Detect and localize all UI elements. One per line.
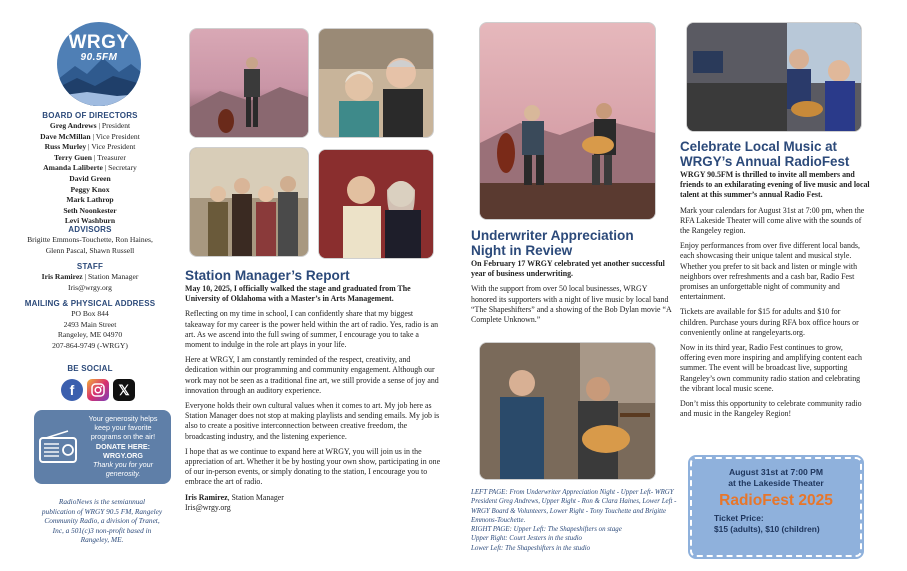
board-member (0, 206, 180, 217)
staff-section: STAFF Iris Ramirez | Station Manager Iris@wrgy.org (0, 262, 180, 293)
radiofest-paragraph: Tickets are available for $15 for adults and $10 for children. Purchase yours during RFA box office hours or conveniently online at rangeleyarts.org. (680, 307, 859, 337)
mailing-line: Rangeley, ME 04970 (57, 330, 123, 340)
board-member-name: Greg Andrews (49, 121, 97, 130)
board-member-name: Russ Murley (44, 142, 87, 152)
caption-right-line1: Upper Left: The Shapeshifters on stage (513, 526, 622, 534)
board-member: Dave McMillan | Vice President (40, 131, 140, 141)
advisors-line1: Brigitte Emmons-Touchette, Ron Haines, (27, 235, 153, 244)
board-member (0, 185, 180, 196)
report-sign-email[interactable]: Iris@wrgy.org (185, 502, 231, 512)
board-member-name: Mark Lathrop (66, 195, 114, 205)
radiofest-paragraph: Don’t miss this opportunity to celebrate community radio and music in the Rangeley Region! (680, 399, 862, 419)
radiofest-paragraph: Now in its third year, Radio Fest continues to grow, offering even more inspiring and amplifying content each summer. The event will be broadcast live, supporting Rangeley’s own community radio station and celebrating the vibrant local music scene. (680, 343, 862, 393)
mailing-line: 207-864-9749 (-WRGY) (52, 340, 128, 350)
advisors-heading: ADVISORS (68, 225, 112, 234)
board-member: Greg Andrews | President (49, 121, 131, 130)
publication-line: publication of WRGY 90.5 FM, Rangeley (41, 506, 163, 516)
underwriter-title (471, 228, 634, 258)
caption-right-line3: Lower Left: The Shapeshifters in the studio (471, 544, 591, 552)
report-title: Station Manager’s Report (185, 268, 350, 283)
radiofest-title-line1: Celebrate Local Music at (680, 139, 838, 154)
report-paragraph: I hope that as we continue to expand here at WRGY, you will join us in the appreciation of art. Whether it be by hosting your own show, participating in one of our in-person events, or simply donating to the station, I encourage you to embrace the art of radio. (185, 446, 441, 487)
report-paragraph: Everyone holds their own cultural values when it comes to art. My job here as Station Manager does not stop at making playlists and sending emails. My job is also to create a positive interconnection between creative freedom, the broadcasting industry, and the listening experience. (185, 401, 440, 441)
report-paragraph: Here at WRGY, I am constantly reminded of the respect, creativity, and dedication within our programming and community engagement. Although our work may not be seen as a traditional fine art, we still provide a sense of joy and innovation through an auditory experience. (185, 355, 439, 395)
publication-line: Rangeley, ME. (80, 535, 124, 545)
advisors-line2: Glenn Pascal, Shawn Russell (45, 245, 135, 255)
board-member-name: Peggy Knox (70, 184, 110, 194)
instagram-icon[interactable] (87, 379, 109, 401)
ticket-venue: at the Lakeside Theater (728, 478, 824, 488)
board-member (0, 195, 180, 206)
mailing-line: PO Box 844 (71, 309, 109, 318)
social-heading: BE SOCIAL (67, 364, 113, 373)
donate-line2: keep your favorite (94, 423, 152, 433)
publication-note (24, 497, 180, 545)
staff-role: Station Manager (87, 272, 139, 281)
photo-court-jesters-studio (686, 22, 862, 132)
underwriter-body (471, 259, 673, 330)
mailing-heading: MAILING & PHYSICAL ADDRESS (24, 299, 156, 308)
board-list (0, 121, 180, 227)
facebook-icon[interactable]: f (61, 379, 83, 401)
radio-icon (38, 430, 78, 464)
staff-name: Iris Ramirez (41, 272, 83, 281)
photo-art (319, 150, 433, 258)
donate-line1: Your generosity helps (88, 414, 158, 423)
board-member-name: Terry Guen (54, 152, 92, 162)
board-member-role: Treasurer (97, 152, 126, 162)
photo-board-volunteers (189, 147, 309, 257)
advisors-section (0, 225, 180, 256)
caption-left-text: From Underwriter Appreciation Night - Upper Left- WRGY President Greg Andrews, Upper Right - Ron & Clara Haines, Lower Left - WRGY Board & Volunteers, Lower Right - Tony Touchette and Brigitte Emmons-Touchette. (471, 489, 677, 524)
donate-line7: generosity. (105, 469, 141, 479)
underwriter-lead: On February 17 WRGY celebrated yet another successful year of business underwriting. (471, 259, 665, 279)
donate-line6: Thank you for your (93, 460, 153, 470)
board-member-name: Seth Noonkester (63, 205, 117, 215)
photo-greg-andrews (189, 28, 309, 138)
board-member-name: Amanda Laliberte (43, 163, 103, 173)
staff-email[interactable]: Iris@wrgy.org (68, 282, 112, 292)
report-body: May 10, 2025, I officially walked the stage and graduated from The University of Oklahoma with a Master’s in Arts Management. Reflecting on my time in school, I can confidently share that my biggest takeaway for my career is the power held within the art of radio. Yes, radio is an art. As we ascend into the full swing of summer, I encourage you to take a moment to indulge in the role art plays in your life. Here at WRGY, I am constantly reminded of the respect, creativity, and dedication within our programming and community engagement. Although our work may not be seen as a traditional fine art, we still provide a sense of joy and innovation through an auditory experience. Everyone holds their own cultural values when it comes to art. My job here as Station Manager does not stop at making playlists and sending emails. My job is also to create a positive interconnection between creative freedom, the broadcasting industry, and the listening experience. I hope that as we continue to expand here at WRGY, you will join us in the appreciation of art. Whether it be by hosting your own show, participating in one of our in-person events, or simply donating to the station, I encourage you to embrace the art of radio. Iris Ramirez, Station Manager Iris@wrgy.org (185, 284, 443, 513)
photo-art (190, 148, 308, 256)
donate-line4: DONATE HERE: (95, 441, 151, 451)
caption-right-line2: Upper Right: Court Jesters in the studio (471, 535, 583, 543)
board-member-role: Vice President (91, 142, 136, 152)
wrgy-logo (57, 22, 141, 106)
radiofest-lead: WRGY 90.5FM is thrilled to invite all members and friends to an exhilarating evening of live music and local talent at this summer’s annual Radio Fest. (680, 170, 870, 200)
publication-line: Inc, a 501(c)3 non-profit based in (52, 525, 152, 535)
board-member-name: Levi Washburn (64, 216, 116, 226)
board-member-role: Vice President (95, 131, 140, 141)
logo-name: WRGY (68, 32, 130, 53)
photo-art (190, 29, 308, 137)
underwriter-title-line1: Underwriter Appreciation (471, 228, 634, 243)
underwriter-title-line2: Night in Review (471, 243, 573, 258)
ticket-date: August 31st at 7:00 PM (728, 467, 824, 477)
underwriter-paragraph: With the support from over 50 local businesses, WRGY honored its supporters with a night of live music by local band “The Shapeshifters” and a showing of the Bob Dylan movie “A Complete Unknown.” (471, 284, 672, 325)
ticket-title: RadioFest 2025 (719, 492, 833, 509)
photo-art (687, 23, 861, 131)
photo-art (480, 343, 655, 479)
photo-shapeshifters-stage (479, 22, 656, 220)
report-paragraph: Reflecting on my time in school, I can confidently share that my biggest takeaway for my career is the power held within the art of radio. Yes, radio is an art. As we ascend into the full swing of summer, I encourage you to take a moment to indulge in the role art plays in your life. (185, 309, 439, 350)
photo-shapeshifters-studio (479, 342, 656, 480)
board-member: Amanda Laliberte | Secretary (43, 163, 137, 173)
photo-captions (471, 488, 679, 553)
x-icon[interactable]: 𝕏 (113, 379, 135, 401)
donate-link[interactable]: WRGY.ORG (103, 450, 143, 460)
board-member-name: Dave McMillan (40, 131, 91, 141)
mailing-line: 2493 Main Street (63, 319, 117, 329)
photo-tony-brigitte (318, 149, 434, 259)
instagram-glyph (91, 383, 105, 397)
logo-frequency: 90.5FM (80, 52, 118, 63)
photo-art (480, 23, 655, 219)
ticket-price: $15 (adults), $10 (children) (714, 524, 820, 534)
caption-left-label: LEFT PAGE: (471, 489, 508, 496)
board-section (0, 111, 180, 227)
board-heading: BOARD OF DIRECTORS (42, 111, 138, 120)
board-member: Terry Guen | Treasurer (54, 152, 126, 162)
radiofest-ticket (690, 457, 862, 557)
radiofest-paragraph: Enjoy performances from over five different local bands, each showcasing their unique talent and musical style. Whether you prefer to sit back and listen or mingle with neighbors over refreshments and a cash bar, Radio Fest promises an unforgettable night of community and entertainment. (680, 241, 860, 302)
radiofest-body (680, 170, 870, 424)
report-lead: May 10, 2025, I officially walked the stage and graduated from The University of Oklahoma with a Master’s in Arts Management. (185, 284, 411, 304)
board-member-name: David Green (69, 173, 111, 183)
caption-right-label: RIGHT PAGE: (471, 526, 512, 534)
ticket-price-label: Ticket Price: (714, 513, 764, 523)
report-sign-name: Iris Ramirez (185, 492, 228, 502)
social-icons (61, 379, 135, 401)
donate-box[interactable] (34, 410, 171, 484)
photo-art (319, 29, 433, 137)
donate-line3: programs on the air! (90, 432, 156, 442)
publication-line: Community Radio, a division of Tranet, (44, 516, 160, 526)
radiofest-title (680, 139, 849, 169)
board-member: Russ Murley | Vice President (44, 142, 136, 152)
board-member-role: President (101, 121, 131, 130)
report-sign-role: Station Manager (231, 492, 284, 502)
board-member-role: Secretary (108, 163, 137, 173)
mailing-section (0, 299, 180, 351)
radiofest-title-line2: WRGY’s Annual RadioFest (680, 154, 850, 169)
board-member (0, 174, 180, 185)
photo-ron-clara-haines (318, 28, 434, 138)
radiofest-paragraph: Mark your calendars for August 31st at 7:00 pm, when the RFA Lakeside Theater will come alive with the sounds of the Rangeley region. (680, 205, 865, 236)
staff-heading: STAFF (76, 262, 104, 271)
social-section (0, 364, 180, 373)
publication-line: RadioNews is the semiannual (58, 497, 146, 506)
